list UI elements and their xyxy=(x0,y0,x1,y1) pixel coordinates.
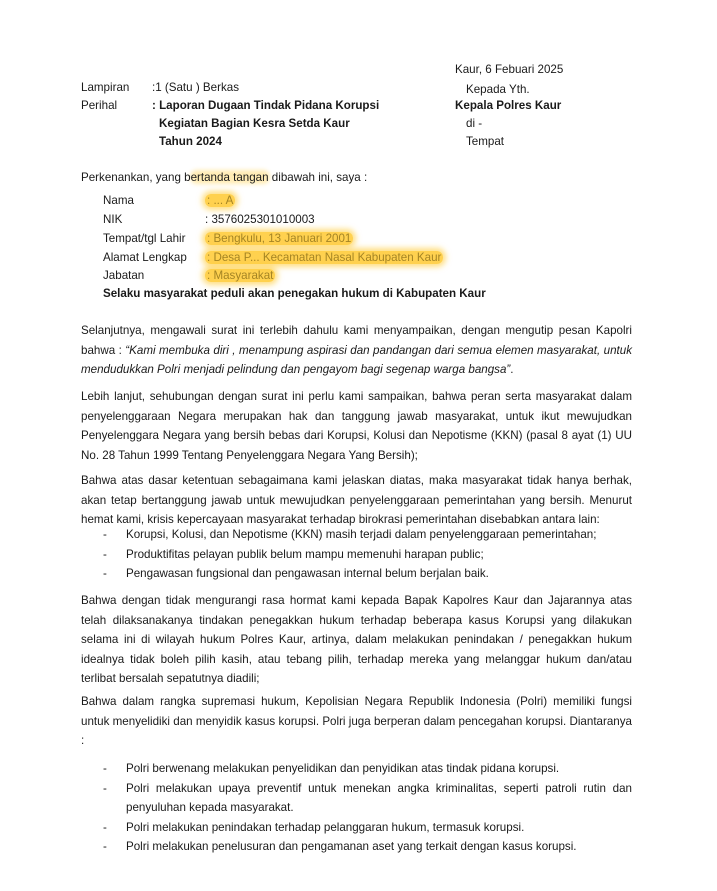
list-item-text: Polri melakukan penelusuran dan pengamanan aset yang terkait dengan kasus korupsi. xyxy=(126,840,577,853)
redacted-birth: : Bengkulu, 13 Januari 2001 xyxy=(207,232,352,245)
redacted-position: : Masyarakat xyxy=(207,269,274,282)
kapolri-quote: “Kami membuka diri , menampung aspirasi dan pandangan dari semua elemen masyarakat, untuk mendudukkan Polri menjadi pelindung dan pengayom bagi segenap warga bangsa” xyxy=(81,343,633,376)
list-item xyxy=(81,525,632,545)
paragraph-enforcement-text: Bahwa dengan tidak mengurangi rasa hormat kami kepada Bapak Kapolres Kaur dan Jajarannya atas telah dilaksanakanya tindakan penegakkan hukum terhadap beberapa kasus Korupsi yang dilakukan selama ini di wilayah hukum Polres Kaur, artinya, dalam melakukan penindakan / penegakkan hukum idealnya tidak boleh pilih kasih, atau tebang pilih, terhadap mereka yang melanggar hukum dan/atau terlibat bersalah sepatutnya diadili; xyxy=(81,594,632,685)
identity-value-address xyxy=(205,251,443,264)
identity-label-nik: NIK xyxy=(103,213,123,226)
list-item-text: Korupsi, Kolusi, dan Nepotisme (KKN) masih terjadi dalam penyelenggaraan pemerintahan; xyxy=(126,528,597,541)
bullet-dash: - xyxy=(103,781,107,795)
bullet-dash: - xyxy=(103,840,107,853)
perihal-line-3: Tahun 2024 xyxy=(159,135,222,148)
list-item-text: Polri melakukan penindakan terhadap pelanggaran hukum, termasuk korupsi. xyxy=(126,820,525,834)
identity-label-position: Jabatan xyxy=(103,269,145,282)
bullet-dash: - xyxy=(103,567,107,580)
lampiran-label: Lampiran xyxy=(81,81,130,94)
perihal-line-2: Kegiatan Bagian Kesra Setda Kaur xyxy=(159,117,350,130)
redacted-address: : Desa P... Kecamatan Nasal Kabupaten Kaur xyxy=(207,251,442,264)
identity-label-birth: Tempat/tgl Lahir xyxy=(103,232,186,245)
identity-value-name xyxy=(205,194,235,207)
perihal-line-1: : Laporan Dugaan Tindak Pidana Korupsi xyxy=(152,99,380,112)
redacted-name: : ... A xyxy=(207,194,234,207)
paragraph-basis xyxy=(81,471,632,530)
recipient-greeting: Kepada Yth. xyxy=(466,83,530,96)
identity-value-birth xyxy=(205,232,353,245)
paragraph-enforcement xyxy=(81,591,632,689)
identity-closing: Selaku masyarakat peduli akan penegakan hukum di Kabupaten Kaur xyxy=(103,287,486,300)
bullet-dash: - xyxy=(103,528,107,541)
list-roles xyxy=(81,759,632,857)
list-item-text: Pengawasan fungsional dan pengawasan internal belum berjalan baik. xyxy=(126,567,489,580)
list-item-text: Polri berwenang melakukan penyelidikan dan penyidikan atas tindak pidana korupsi. xyxy=(126,762,560,775)
list-item xyxy=(81,759,632,779)
paragraph-basis-text: Bahwa atas dasar ketentuan sebagaimana kami jelaskan diatas, maka masyarakat tidak hanya berhak, akan tetap bertanggung jawab untuk mewujudkan penyelenggaraan pemerintahan yang bersih. Menurut hemat kami, krisis kepercayaan masyarakat terhadap birokrasi pemerintahan disebabkan antara lain: xyxy=(81,474,632,526)
place-date: Kaur, 6 Febuari 2025 xyxy=(455,63,564,76)
paragraph-opening xyxy=(81,321,632,380)
perihal-label: Perihal xyxy=(81,99,118,112)
list-item-text: Polri melakukan upaya preventif untuk menekan angka kriminalitas, seperti patroli rutin dan penyuluhan kepada masyarakat. xyxy=(126,781,632,814)
recipient-name: Kepala Polres Kaur xyxy=(455,99,562,112)
identity-label-address: Alamat Lengkap xyxy=(103,251,187,264)
list-item xyxy=(81,818,632,838)
bullet-dash: - xyxy=(103,547,107,561)
list-item xyxy=(81,837,632,857)
list-item-text: Produktifitas pelayan publik belum mampu memenuhi harapan public; xyxy=(126,547,484,561)
paragraph-supremacy-text: Bahwa dalam rangka supremasi hukum, Kepolisian Negara Republik Indonesia (Polri) memiliki fungsi untuk menyelidiki dan menyidik kasus korupsi. Polri juga berperan dalam pencegahan korupsi. Diantaranya : xyxy=(81,695,632,747)
recipient-place: Tempat xyxy=(466,135,505,148)
paragraph-opening-lead: Selanjutnya, mengawali surat ini terlebih dahulu kami menyampaikan, dengan mengutip pesan Kapolri bahwa : xyxy=(81,324,632,357)
paragraph-participation-text: Lebih lanjut, sehubungan dengan surat ini perlu kami sampaikan, bahwa peran serta masyarakat dalam penyelenggaraan Negara merupakan hak dan tanggung jawab masyarakat, untuk ikut mewujudkan Penyelenggara Negara yang bersih bebas dari Korupsi, Kolusi dan Nepotisme (KKN) (pasal 8 ayat (1) UU No. 28 Tahun 1999 Tentang Penyelenggara Negara Yang Bersih); xyxy=(81,390,632,462)
list-causes xyxy=(81,525,632,584)
identity-value-position xyxy=(205,269,275,282)
identity-label-name: Nama xyxy=(103,194,134,207)
bullet-dash: - xyxy=(103,762,107,775)
list-item xyxy=(81,545,632,565)
recipient-di: di - xyxy=(466,117,483,130)
identity-value-nik: : 3576025301010003 xyxy=(205,213,315,226)
paragraph-supremacy xyxy=(81,692,632,751)
list-item xyxy=(81,564,632,584)
identity-intro: Perkenankan, yang bertanda tangan dibawah ini, saya : xyxy=(81,171,368,184)
list-item xyxy=(81,779,632,818)
paragraph-opening-end: . xyxy=(510,363,514,376)
paragraph-participation xyxy=(81,387,632,465)
lampiran-value: :1 (Satu ) Berkas xyxy=(152,81,239,94)
bullet-dash: - xyxy=(103,820,107,834)
